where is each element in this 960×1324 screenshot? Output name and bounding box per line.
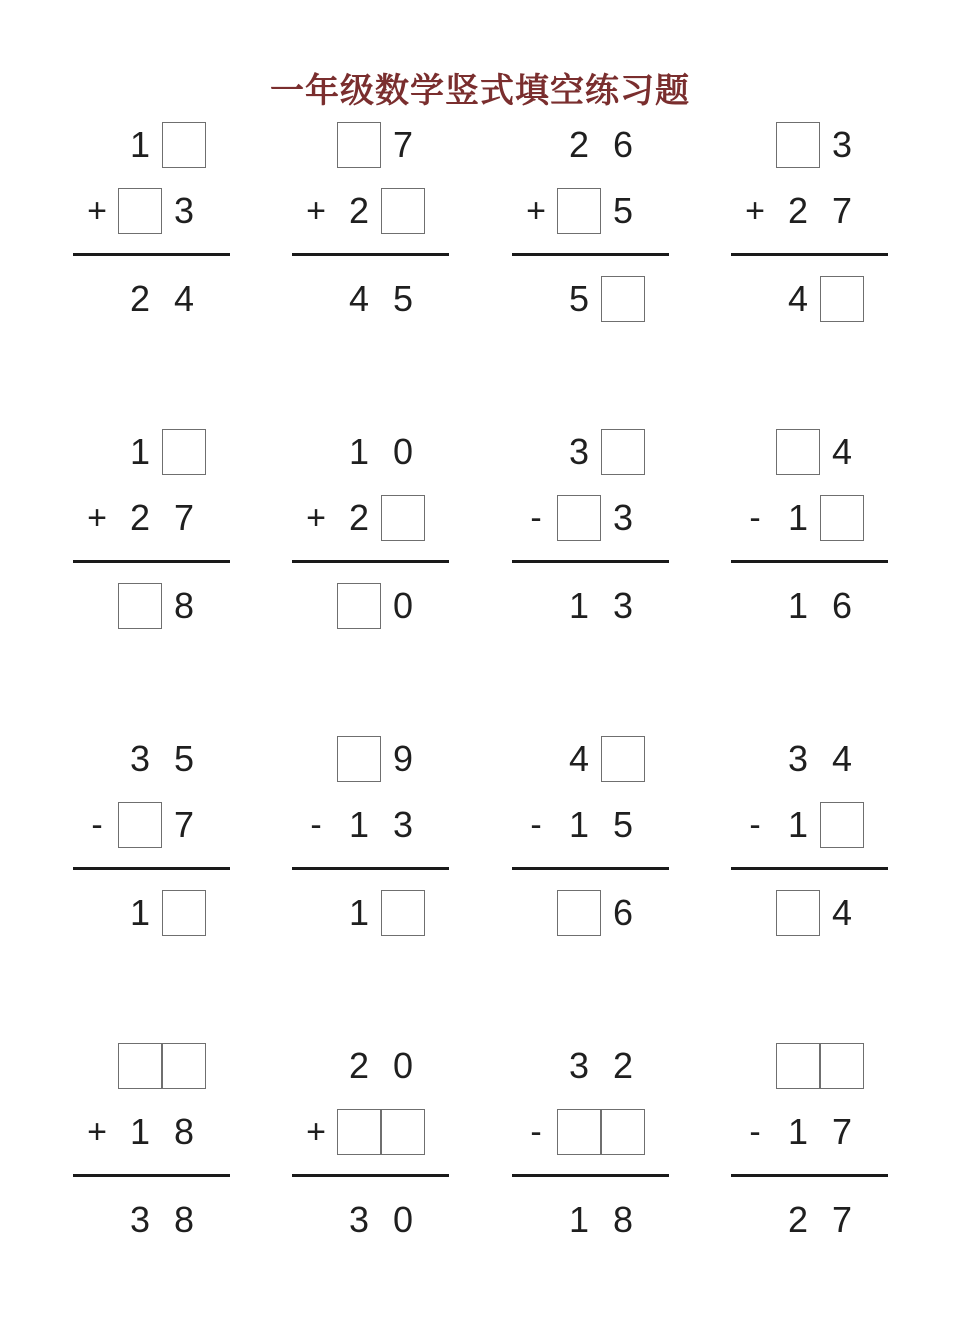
top-number bbox=[512, 122, 672, 170]
answer-box[interactable] bbox=[601, 276, 645, 322]
result-number bbox=[731, 276, 891, 324]
sum-line bbox=[292, 560, 449, 563]
top-number bbox=[73, 736, 233, 784]
answer-box[interactable] bbox=[162, 1043, 206, 1089]
digit: 2 bbox=[348, 497, 370, 538]
answer-box[interactable] bbox=[820, 276, 864, 322]
result-number bbox=[512, 583, 672, 631]
operator-sign: - bbox=[749, 1113, 761, 1151]
bottom-number bbox=[292, 188, 452, 236]
answer-box[interactable] bbox=[776, 1043, 820, 1089]
digit: 2 bbox=[129, 497, 151, 538]
top-number bbox=[73, 1043, 233, 1091]
digit: 1 bbox=[129, 892, 151, 933]
top-number bbox=[731, 736, 891, 784]
sum-line bbox=[73, 560, 230, 563]
vertical-problem bbox=[292, 1043, 452, 1283]
operator-sign: - bbox=[310, 806, 322, 844]
answer-box[interactable] bbox=[337, 1109, 381, 1155]
operator-sign: + bbox=[306, 192, 326, 230]
digit: 2 bbox=[348, 1045, 370, 1086]
answer-box[interactable] bbox=[162, 429, 206, 475]
digit: 7 bbox=[831, 190, 853, 231]
operator-sign: - bbox=[530, 1113, 542, 1151]
digit: 1 bbox=[568, 804, 590, 845]
answer-box[interactable] bbox=[601, 1109, 645, 1155]
sum-line bbox=[73, 253, 230, 256]
vertical-problem bbox=[731, 122, 891, 362]
sum-line bbox=[292, 1174, 449, 1177]
result-number bbox=[73, 1197, 233, 1245]
digit: 1 bbox=[129, 124, 151, 165]
answer-box[interactable] bbox=[557, 890, 601, 936]
bottom-number bbox=[73, 495, 233, 543]
answer-box[interactable] bbox=[557, 188, 601, 234]
digit: 8 bbox=[612, 1199, 634, 1240]
digit: 1 bbox=[787, 497, 809, 538]
digit: 4 bbox=[787, 278, 809, 319]
answer-box[interactable] bbox=[118, 188, 162, 234]
vertical-problem bbox=[292, 429, 452, 669]
bottom-number bbox=[292, 495, 452, 543]
sum-line bbox=[731, 867, 888, 870]
bottom-number bbox=[73, 188, 233, 236]
vertical-problem bbox=[292, 122, 452, 362]
answer-box[interactable] bbox=[381, 495, 425, 541]
result-number bbox=[73, 583, 233, 631]
sum-line bbox=[73, 1174, 230, 1177]
digit: 1 bbox=[348, 804, 370, 845]
digit: 4 bbox=[831, 892, 853, 933]
operator-sign: + bbox=[306, 499, 326, 537]
digit: 5 bbox=[612, 190, 634, 231]
digit: 0 bbox=[392, 1045, 414, 1086]
vertical-problem bbox=[731, 1043, 891, 1283]
digit: 7 bbox=[173, 497, 195, 538]
answer-box[interactable] bbox=[337, 583, 381, 629]
answer-box[interactable] bbox=[381, 890, 425, 936]
digit: 3 bbox=[129, 738, 151, 779]
bottom-number bbox=[731, 1109, 891, 1157]
digit: 7 bbox=[831, 1199, 853, 1240]
digit: 2 bbox=[568, 124, 590, 165]
top-number bbox=[731, 1043, 891, 1091]
digit: 0 bbox=[392, 585, 414, 626]
result-number bbox=[512, 1197, 672, 1245]
digit: 3 bbox=[568, 1045, 590, 1086]
digit: 7 bbox=[173, 804, 195, 845]
vertical-problem bbox=[73, 122, 233, 362]
digit: 0 bbox=[392, 431, 414, 472]
bottom-number bbox=[731, 188, 891, 236]
digit: 4 bbox=[568, 738, 590, 779]
sum-line bbox=[731, 253, 888, 256]
digit: 5 bbox=[568, 278, 590, 319]
answer-box[interactable] bbox=[601, 736, 645, 782]
top-number bbox=[512, 1043, 672, 1091]
digit: 3 bbox=[612, 585, 634, 626]
bottom-number bbox=[292, 802, 452, 850]
digit: 8 bbox=[173, 585, 195, 626]
digit: 2 bbox=[129, 278, 151, 319]
digit: 3 bbox=[173, 190, 195, 231]
top-number bbox=[731, 429, 891, 477]
digit: 1 bbox=[787, 804, 809, 845]
digit: 1 bbox=[568, 585, 590, 626]
sum-line bbox=[512, 1174, 669, 1177]
digit: 4 bbox=[173, 278, 195, 319]
digit: 3 bbox=[787, 738, 809, 779]
vertical-problem bbox=[73, 429, 233, 669]
bottom-number bbox=[512, 1109, 672, 1157]
result-number bbox=[292, 583, 452, 631]
digit: 3 bbox=[129, 1199, 151, 1240]
answer-box[interactable] bbox=[118, 1043, 162, 1089]
vertical-problem bbox=[73, 736, 233, 976]
vertical-problem bbox=[731, 736, 891, 976]
digit: 3 bbox=[568, 431, 590, 472]
result-number bbox=[731, 890, 891, 938]
answer-box[interactable] bbox=[381, 1109, 425, 1155]
digit: 1 bbox=[787, 1111, 809, 1152]
sum-line bbox=[512, 560, 669, 563]
sum-line bbox=[292, 867, 449, 870]
answer-box[interactable] bbox=[118, 802, 162, 848]
operator-sign: - bbox=[749, 806, 761, 844]
vertical-problem bbox=[512, 1043, 672, 1283]
answer-box[interactable] bbox=[337, 736, 381, 782]
result-number bbox=[512, 276, 672, 324]
answer-box[interactable] bbox=[820, 1043, 864, 1089]
bottom-number bbox=[73, 802, 233, 850]
digit: 3 bbox=[612, 497, 634, 538]
operator-sign: + bbox=[87, 499, 107, 537]
digit: 4 bbox=[831, 431, 853, 472]
sum-line bbox=[73, 867, 230, 870]
bottom-number bbox=[512, 495, 672, 543]
digit: 1 bbox=[787, 585, 809, 626]
digit: 7 bbox=[831, 1111, 853, 1152]
top-number bbox=[73, 122, 233, 170]
digit: 6 bbox=[612, 124, 634, 165]
answer-box[interactable] bbox=[557, 495, 601, 541]
digit: 5 bbox=[612, 804, 634, 845]
bottom-number bbox=[292, 1109, 452, 1157]
bottom-number bbox=[512, 802, 672, 850]
vertical-problem bbox=[73, 1043, 233, 1283]
top-number bbox=[73, 429, 233, 477]
digit: 4 bbox=[348, 278, 370, 319]
digit: 3 bbox=[348, 1199, 370, 1240]
top-number bbox=[512, 429, 672, 477]
digit: 1 bbox=[129, 1111, 151, 1152]
digit: 8 bbox=[173, 1199, 195, 1240]
worksheet-title: 一年级数学竖式填空练习题 bbox=[270, 71, 690, 111]
answer-box[interactable] bbox=[776, 429, 820, 475]
digit: 2 bbox=[787, 1199, 809, 1240]
top-number bbox=[292, 736, 452, 784]
answer-box[interactable] bbox=[820, 495, 864, 541]
answer-box[interactable] bbox=[557, 1109, 601, 1155]
bottom-number bbox=[73, 1109, 233, 1157]
digit: 6 bbox=[612, 892, 634, 933]
top-number bbox=[292, 122, 452, 170]
operator-sign: - bbox=[91, 806, 103, 844]
digit: 1 bbox=[129, 431, 151, 472]
answer-box[interactable] bbox=[776, 890, 820, 936]
digit: 1 bbox=[348, 431, 370, 472]
result-number bbox=[292, 276, 452, 324]
answer-box[interactable] bbox=[776, 122, 820, 168]
answer-box[interactable] bbox=[337, 122, 381, 168]
top-number bbox=[512, 736, 672, 784]
bottom-number bbox=[731, 495, 891, 543]
operator-sign: + bbox=[87, 192, 107, 230]
answer-box[interactable] bbox=[118, 583, 162, 629]
sum-line bbox=[512, 867, 669, 870]
answer-box[interactable] bbox=[162, 122, 206, 168]
result-number bbox=[731, 1197, 891, 1245]
digit: 5 bbox=[392, 278, 414, 319]
digit: 0 bbox=[392, 1199, 414, 1240]
operator-sign: - bbox=[749, 499, 761, 537]
operator-sign: + bbox=[745, 192, 765, 230]
operator-sign: + bbox=[306, 1113, 326, 1151]
digit: 2 bbox=[348, 190, 370, 231]
digit: 9 bbox=[392, 738, 414, 779]
digit: 1 bbox=[568, 1199, 590, 1240]
digit: 7 bbox=[392, 124, 414, 165]
digit: 3 bbox=[392, 804, 414, 845]
vertical-problem bbox=[512, 122, 672, 362]
operator-sign: - bbox=[530, 499, 542, 537]
operator-sign: + bbox=[526, 192, 546, 230]
top-number bbox=[731, 122, 891, 170]
digit: 6 bbox=[831, 585, 853, 626]
digit: 2 bbox=[612, 1045, 634, 1086]
answer-box[interactable] bbox=[162, 890, 206, 936]
bottom-number bbox=[512, 188, 672, 236]
result-number bbox=[73, 276, 233, 324]
sum-line bbox=[292, 253, 449, 256]
top-number bbox=[292, 429, 452, 477]
vertical-problem bbox=[292, 736, 452, 976]
bottom-number bbox=[731, 802, 891, 850]
digit: 3 bbox=[831, 124, 853, 165]
result-number bbox=[731, 583, 891, 631]
vertical-problem bbox=[512, 429, 672, 669]
vertical-problem bbox=[731, 429, 891, 669]
digit: 4 bbox=[831, 738, 853, 779]
operator-sign: - bbox=[530, 806, 542, 844]
sum-line bbox=[731, 1174, 888, 1177]
operator-sign: + bbox=[87, 1113, 107, 1151]
digit: 2 bbox=[787, 190, 809, 231]
result-number bbox=[73, 890, 233, 938]
result-number bbox=[292, 1197, 452, 1245]
answer-box[interactable] bbox=[381, 188, 425, 234]
sum-line bbox=[512, 253, 669, 256]
digit: 1 bbox=[348, 892, 370, 933]
answer-box[interactable] bbox=[601, 429, 645, 475]
vertical-problem bbox=[512, 736, 672, 976]
result-number bbox=[292, 890, 452, 938]
digit: 8 bbox=[173, 1111, 195, 1152]
result-number bbox=[512, 890, 672, 938]
digit: 5 bbox=[173, 738, 195, 779]
answer-box[interactable] bbox=[820, 802, 864, 848]
sum-line bbox=[731, 560, 888, 563]
top-number bbox=[292, 1043, 452, 1091]
